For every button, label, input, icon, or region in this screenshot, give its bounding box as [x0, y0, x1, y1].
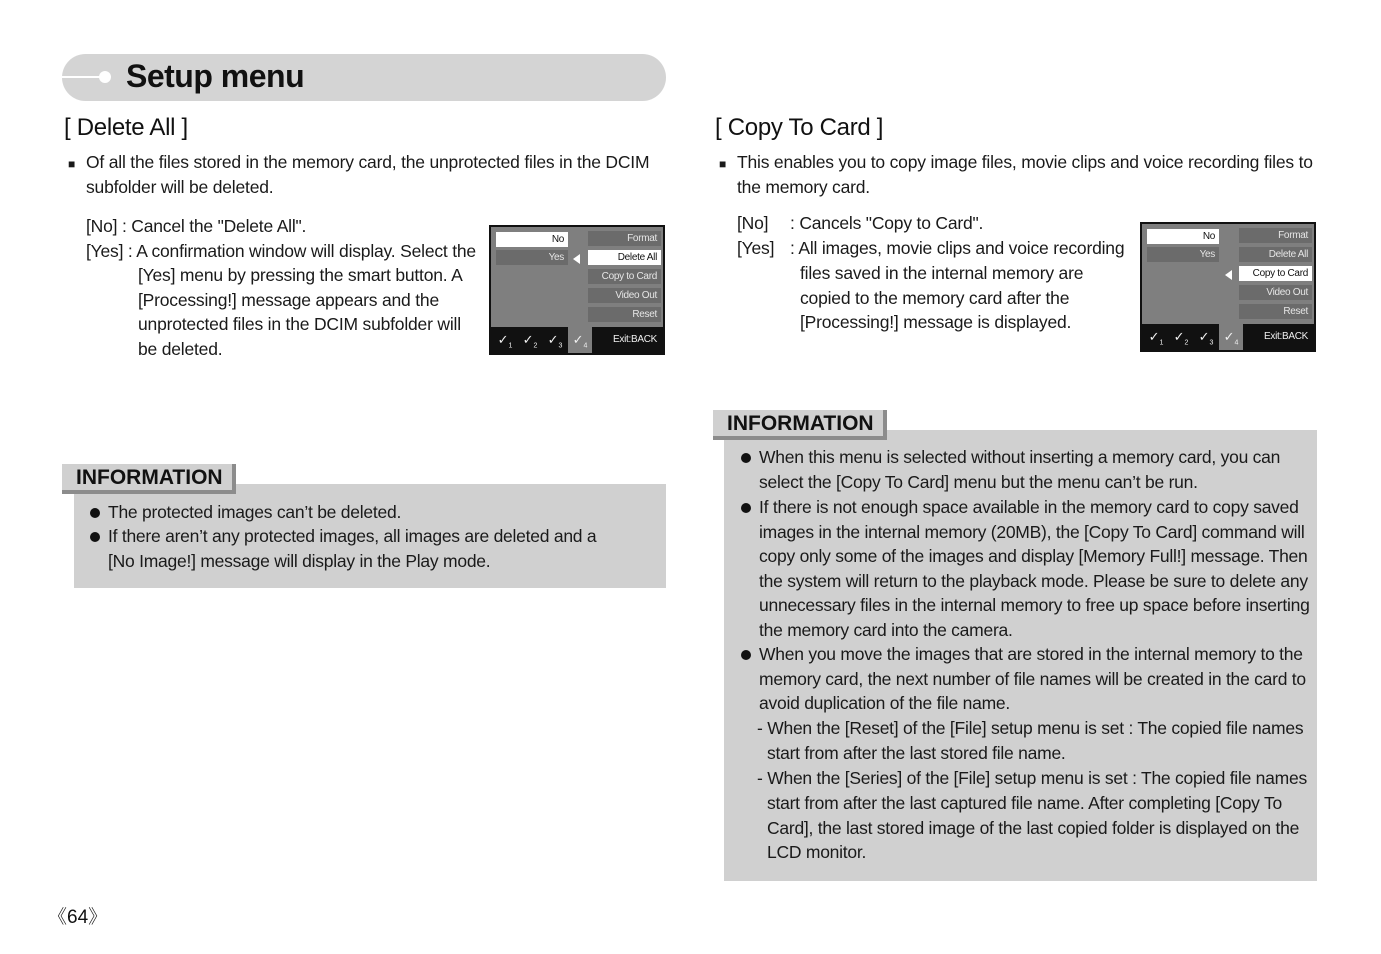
cam-setup-tab-2-icon: $✓_2$	[1173, 329, 1189, 347]
info-right-dash-1: - When the [Reset] of the [File] setup menu is set : The copied file names	[757, 718, 1304, 738]
header-dot-icon	[99, 71, 111, 83]
square-bullet-icon: ■	[719, 157, 727, 171]
cam-menu-delete-all: Delete All	[588, 250, 661, 265]
info-right-line: the memory card into the camera.	[759, 619, 1013, 640]
copy-no-label: [No]	[737, 213, 769, 233]
info-right-line: memory card, the next number of file names will be created in the card to	[759, 668, 1306, 689]
delete-all-title: [ Delete All ]	[64, 114, 188, 141]
cam-option-no: No	[496, 232, 568, 247]
cam-setup-tab-4-icon: $✓_4$	[1219, 324, 1243, 350]
cam-exit-label: Exit:BACK	[1264, 331, 1308, 342]
info-right-dash-2: - When the [Series] of the [File] setup menu is set : The copied file names	[757, 768, 1307, 788]
cam-menu-video-out: Video Out	[1239, 285, 1312, 300]
info-right-line: When you move the images that are stored in the internal memory to the	[759, 644, 1303, 664]
cam-menu-reset: Reset	[1239, 304, 1312, 319]
square-bullet-icon: ■	[68, 157, 76, 171]
camera-menu-delete-all	[489, 225, 665, 355]
info-right-line: When this menu is selected without inserting a memory card, you can	[759, 447, 1281, 467]
cam-setup-tab-1-icon: $✓_1$	[497, 332, 513, 350]
delete-all-yes-line: unprotected files in the DCIM subfolder will	[138, 314, 461, 335]
page-number: 《64》	[48, 907, 108, 928]
cam-menu-copy-to-card: Copy to Card	[588, 269, 661, 284]
cam-setup-tab-3-icon: $✓_3$	[1198, 329, 1214, 347]
info-right-bullet-2-icon	[741, 495, 751, 520]
info-right-bullet-1-icon	[741, 445, 751, 470]
delete-all-yes-line: be deleted.	[138, 338, 223, 359]
info-left-bullet-1-icon	[90, 500, 100, 525]
info-right-bullet-2	[759, 495, 1310, 643]
info-right-line: avoid duplication of the file name.	[759, 693, 1010, 714]
page-title: Setup menu	[126, 58, 305, 94]
info-right-line: LCD monitor.	[767, 842, 867, 863]
info-right-bullet-1	[759, 445, 1280, 494]
info-left-line-part: If there aren’t any protected images, all images are deleted and a	[108, 526, 597, 546]
cam-option-no: No	[1147, 229, 1219, 244]
cam-left-arrow-icon	[1225, 270, 1232, 280]
copy-yes-line: copied to the memory card after the	[800, 287, 1070, 308]
cam-exit-label: Exit:BACK	[613, 334, 657, 345]
cam-option-yes: Yes	[496, 250, 568, 265]
cam-menu-video-out: Video Out	[588, 288, 661, 303]
info-right-line: start from after the last captured file name. After completing [Copy To	[767, 793, 1282, 813]
info-right-line: Card], the last stored image of the last copied folder is displayed on the	[767, 817, 1300, 838]
copy-yes-line: [Processing!] message is displayed.	[800, 312, 1072, 333]
cam-option-yes: Yes	[1147, 247, 1219, 262]
cam-setup-tab-2-icon: $✓_2$	[522, 332, 538, 350]
cam-menu-format: Format	[588, 231, 661, 246]
camera-menu-copy-to-card	[1140, 222, 1316, 352]
cam-menu-format: Format	[1239, 228, 1312, 243]
cam-menu-reset: Reset	[588, 307, 661, 322]
header-line-decoration	[62, 76, 104, 78]
info-left-line	[108, 524, 596, 573]
delete-all-yes-line: [Yes] menu by pressing the smart button. A	[138, 265, 463, 285]
delete-all-yes-continued	[138, 263, 463, 361]
delete-all-description	[86, 150, 666, 199]
copy-yes-text: : All images, movie clips and voice recording	[790, 238, 1125, 258]
copy-no-text: : Cancels "Copy to Card".	[790, 213, 984, 233]
info-right-line: copy only some of the images and display [Memory Full!] message. Then	[759, 546, 1308, 567]
info-right-line: unnecessary files in the internal memory to free up space before inserting	[759, 595, 1310, 616]
cam-left-arrow-icon	[573, 254, 580, 264]
cam-tab-bar	[1142, 324, 1314, 350]
copy-yes-label: [Yes]	[737, 238, 775, 258]
info-left-line: The protected images can’t be deleted.	[108, 502, 402, 522]
cam-tab-bar	[491, 327, 663, 353]
cam-menu-delete-all: Delete All	[1239, 247, 1312, 262]
info-right-line: If there is not enough space available in the memory card to copy saved	[759, 497, 1299, 517]
info-label-right: INFORMATION	[713, 410, 887, 440]
info-label-left: INFORMATION	[62, 464, 236, 494]
copy-to-card-title: [ Copy To Card ]	[715, 114, 884, 141]
copy-yes-continued	[800, 261, 1083, 335]
delete-all-yes-line: [Processing!] message appears and the	[138, 289, 439, 310]
info-right-line: images in the internal memory (20MB), the [Copy To Card] command will	[759, 521, 1305, 542]
copy-yes-line: files saved in the internal memory are	[800, 263, 1084, 283]
info-right-line: select the [Copy To Card] menu but the menu can’t be run.	[759, 471, 1198, 492]
info-right-dash-1-cont: start from after the last stored file name.	[767, 743, 1066, 763]
delete-all-desc-line: Of all the files stored in the memory card, the unprotected files in the DCIM	[86, 152, 650, 172]
info-left-bullet-2-icon	[90, 524, 100, 549]
cam-menu-copy-to-card: Copy to Card	[1239, 266, 1312, 281]
info-right-dash-2-cont	[767, 791, 1299, 865]
info-right-bullet-3-icon	[741, 642, 751, 667]
info-right-bullet-3	[759, 642, 1306, 716]
cam-setup-tab-1-icon: $✓_1$	[1148, 329, 1164, 347]
info-right-line: the system will return to the playback mode. Please be sure to delete any	[759, 570, 1308, 591]
info-left-line-part: [No Image!] message will display in the Play mode.	[108, 550, 491, 571]
delete-all-desc-line: subfolder will be deleted.	[86, 176, 274, 197]
delete-all-no-option: [No] : Cancel the "Delete All".	[86, 216, 307, 236]
copy-desc-line: This enables you to copy image files, movie clips and voice recording files to	[737, 152, 1313, 172]
copy-to-card-description	[737, 150, 1327, 199]
delete-all-yes-option: [Yes] : A confirmation window will display. Select the	[86, 241, 476, 261]
cam-setup-tab-4-icon: $✓_4$	[568, 327, 592, 353]
cam-setup-tab-3-icon: $✓_3$	[547, 332, 563, 350]
copy-desc-line: the memory card.	[737, 176, 870, 197]
